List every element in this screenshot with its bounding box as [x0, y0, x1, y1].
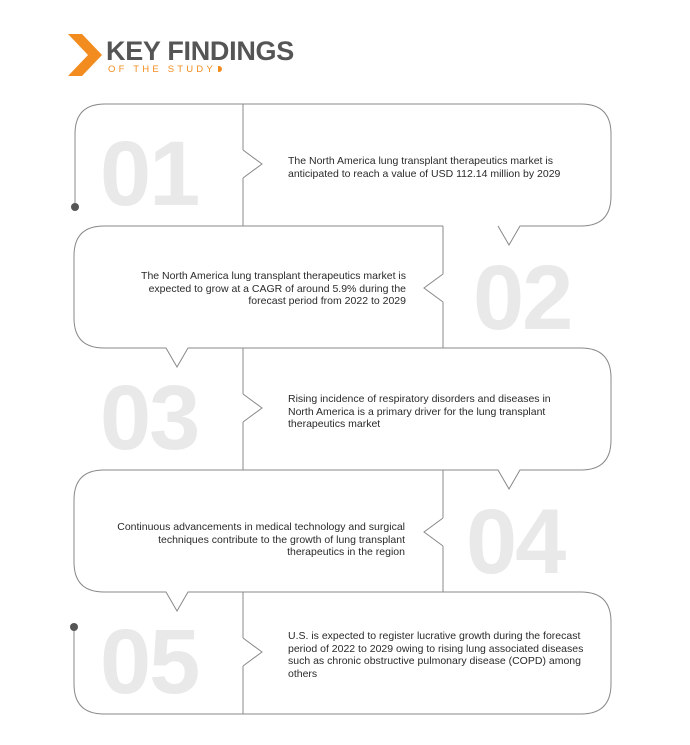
finding-number-02: 02: [473, 247, 572, 349]
finding-text-02: The North America lung transplant therapeutics market is expected to grow at a CAGR of around 5.9% during the forecast period from 2022 to 2029: [141, 270, 406, 307]
finding-text-04: Continuous advancements in medical technology and surgical techniques contribute to the growth of lung transplant therapeutics in the region: [117, 521, 405, 558]
finding-text-05: U.S. is expected to register lucrative growth during the forecast period of 2022 to 2029 owing to rising lung associated diseases such as chronic obstructive pulmonary disease (COPD) among others: [288, 630, 584, 680]
page-subtitle: OF THE STUDY: [108, 64, 222, 76]
finding-text-01: The North America lung transplant therapeutics market is anticipated to reach a value of USD 112.14 million by 2029: [288, 155, 561, 180]
finding-number-03: 03: [100, 367, 199, 469]
finding-number-01: 01: [100, 123, 199, 225]
start-dot: [71, 203, 79, 211]
finding-text-03: Rising incidence of respiratory disorders and diseases in North America is a primary driver for the lung transplant therapeutics market: [288, 393, 551, 430]
finding-number-04: 04: [466, 491, 565, 593]
end-dot: [70, 623, 78, 631]
finding-number-05: 05: [100, 611, 199, 713]
page-title: KEY FINDINGS: [106, 36, 294, 66]
